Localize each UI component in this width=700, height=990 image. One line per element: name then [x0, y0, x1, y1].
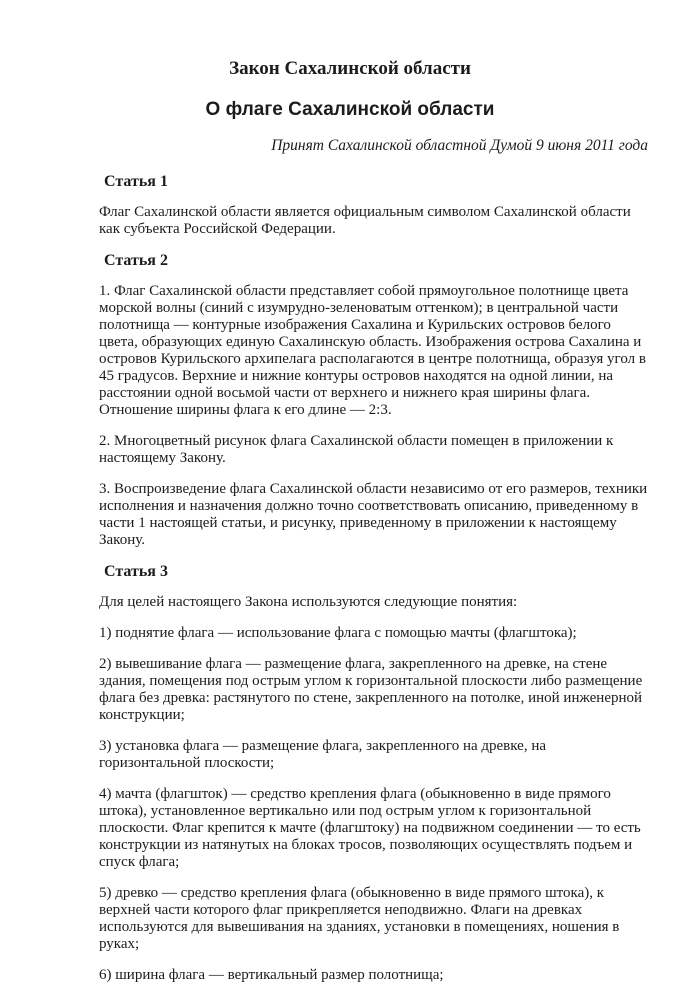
document-subtitle: О флаге Сахалинской области	[205, 99, 495, 120]
article-3-intro: Для целей настоящего Закона используются следующие понятия:	[99, 594, 518, 610]
article-1-paragraph-1: Флаг Сахалинской области является официальным символом Сахалинской области как субъекта Российской Федерации.	[99, 204, 631, 237]
document-title: Закон Сахалинской области	[229, 58, 471, 79]
article-2-paragraph-2: 2. Многоцветный рисунок флага Сахалинской области помещен в приложении к настоящему Закону.	[99, 433, 614, 466]
document-body	[0, 173, 700, 984]
article-1-heading: Статья 1	[104, 173, 168, 190]
article-3-item-5: 5) древко — средство крепления флага (обыкновенно в виде прямого штока), к верхней части которого флаг прикрепляется неподвижно. Флаги на древках используются для вывешивания на зданиях, установки в помещениях, ношения в руках;	[99, 885, 620, 952]
article-3-heading: Статья 3	[104, 563, 168, 580]
document-header	[0, 58, 700, 155]
article-2-heading: Статья 2	[104, 252, 168, 269]
article-2-paragraph-3: 3. Воспроизведение флага Сахалинской области независимо от его размеров, техники исполнения и назначения должно точно соответствовать описанию, приведенному в части 1 настоящей статьи, и рисунку, приведенному в приложении к настоящему Закону.	[99, 481, 648, 548]
article-3-item-2: 2) вывешивание флага — размещение флага, закрепленного на древке, на стене здания, помещения под острым углом к горизонтальной плоскости либо размещение флага без древка: растянутого по стене, закрепленного на потолке, иной инженерной конструкции;	[99, 656, 643, 723]
article-2-paragraph-1: 1. Флаг Сахалинской области представляет собой прямоугольное полотнище цвета морской волны (синий с изумрудно-зеленоватым оттенком); в центральной части полотнища — контурные изображения Сахалина и Курильских островов белого цвета, образующих единую Сахалинскую область. Изображения острова Сахалина и островов Курильского архипелага располагаются в центре полотнища, образуя угол в 45 градусов. Верхние и нижние контуры островов находятся на одной линии, на расстоянии одной восьмой части от верхнего и нижнего края ширины флага. Отношение ширины флага к его длине — 2:3.	[99, 283, 646, 418]
article-3-item-6: 6) ширина флага — вертикальный размер полотнища;	[99, 967, 444, 983]
article-3-item-3: 3) установка флага — размещение флага, закрепленного на древке, на горизонтальной плоскости;	[99, 738, 547, 771]
article-3-item-4: 4) мачта (флагшток) — средство крепления флага (обыкновенно в виде прямого штока), установленное вертикально или под острым углом к горизонтальной плоскости. Флаг крепится к мачте (флагштоку) на подвижном соединении — то есть конструкции из натянутых на блоках тросов, позволяющих осуществлять подъем и спуск флага;	[99, 786, 641, 870]
adoption-note: Принят Сахалинской областной Думой 9 июня 2011 года	[271, 137, 648, 154]
article-3-item-1: 1) поднятие флага — использование флага с помощью мачты (флагштока);	[99, 625, 577, 641]
